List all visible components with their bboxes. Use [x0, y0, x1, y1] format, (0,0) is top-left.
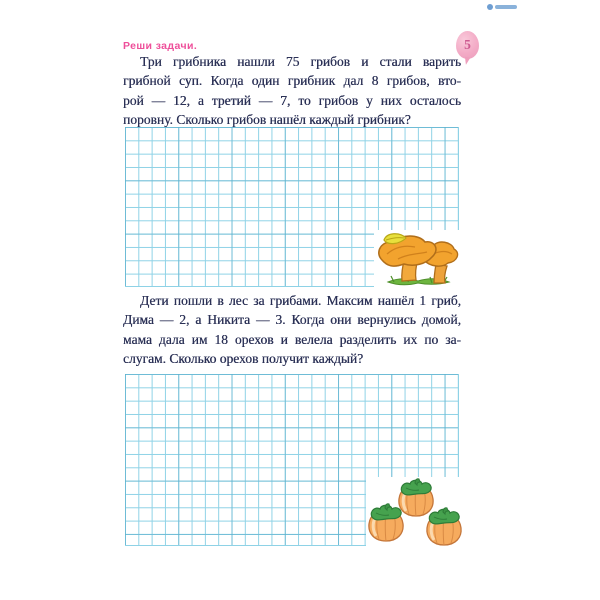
- orange-fruits-illustration: [366, 477, 466, 551]
- problem-text-line: Три грибника нашли 75 грибов и стали варить: [140, 54, 461, 69]
- illustration-patch: [374, 230, 462, 287]
- page-number: 5: [464, 37, 471, 52]
- problem-text-line: Дима — 2, а Никита — 3. Когда они вернулись домой,: [123, 312, 461, 328]
- problem-2-text: [123, 291, 461, 368]
- problem-text-line: рой — 12, а третий — 7, то грибов у них осталось: [123, 92, 461, 108]
- problem-1-text: [123, 52, 461, 129]
- problem-text-line: слугам. Сколько орехов получит каждый?: [123, 350, 364, 366]
- problem-text-line: Дети пошли в лес за грибами. Максим нашёл 1 гриб,: [140, 293, 461, 308]
- chanterelle-mushrooms-illustration: [374, 230, 462, 287]
- illustration-patch: [366, 477, 466, 551]
- watermark-text-bar: [495, 5, 517, 9]
- problem-text-line: мама дала им 18 орехов и велела разделить их по за-: [123, 331, 461, 347]
- problem-text-line: грибной суп. Когда один грибник дал 8 грибов, вто-: [123, 73, 461, 89]
- watermark-circle-icon: [487, 4, 493, 10]
- watermark-logo: [487, 3, 517, 11]
- problem-text-line: поровну. Сколько грибов нашёл каждый грибник?: [123, 111, 411, 127]
- section-header: Реши задачи.: [123, 40, 198, 52]
